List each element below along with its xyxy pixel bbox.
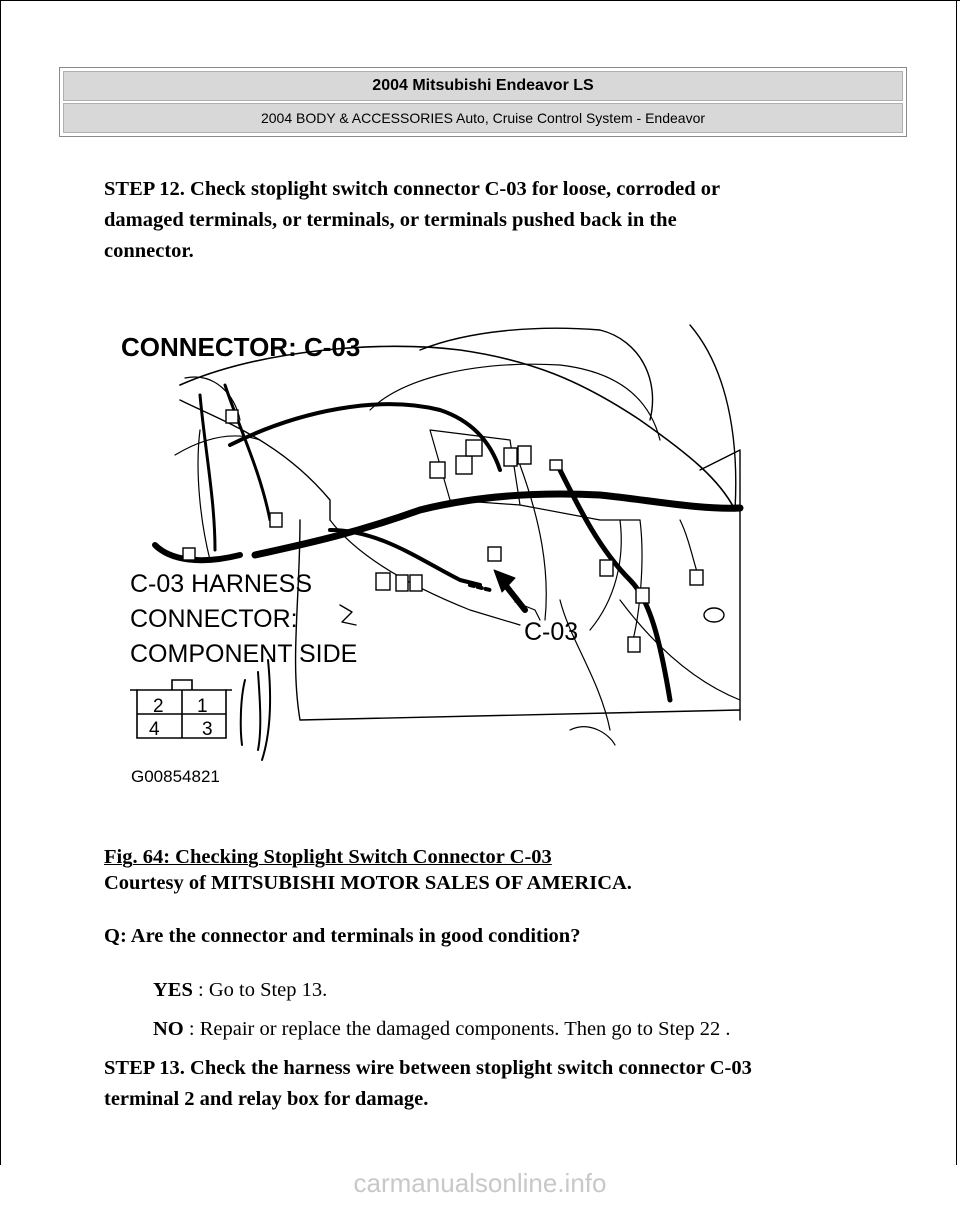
- question-text: Q: Are the connector and terminals in good condition?: [104, 925, 581, 947]
- page-frame-top: [0, 0, 960, 1]
- answer-no-text: : Repair or replace the damaged components. Then go to Step 22 .: [183, 1018, 731, 1040]
- page-frame-left: [0, 0, 1, 1165]
- label-harness-line1: C-03 HARNESS: [130, 570, 312, 598]
- header-subtitle: 2004 BODY & ACCESSORIES Auto, Cruise Control System - Endeavor: [63, 103, 903, 133]
- step12-line1: STEP 12. Check stoplight switch connector C-03 for loose, corroded or: [104, 178, 721, 200]
- step13-line1: STEP 13. Check the harness wire between stoplight switch connector C-03: [104, 1057, 752, 1079]
- answer-yes-text: : Go to Step 13.: [192, 979, 328, 1001]
- answer-yes: [153, 979, 327, 1002]
- label-connector-c03: CONNECTOR: C-03: [121, 332, 361, 362]
- pin-2: 2: [153, 696, 164, 717]
- step13-line2: terminal 2 and relay box for damage.: [104, 1088, 429, 1110]
- answer-no-label: NO: [153, 1018, 184, 1040]
- answer-yes-label: YES: [153, 979, 193, 1001]
- figure-courtesy: Courtesy of MITSUBISHI MOTOR SALES OF AMERICA.: [104, 872, 632, 894]
- answer-no: [153, 1018, 730, 1041]
- label-c03: C-03: [524, 618, 579, 646]
- header-title: 2004 Mitsubishi Endeavor LS: [63, 71, 903, 101]
- connector-diagram: [120, 290, 752, 812]
- watermark: carmanualsonline.info: [353, 1168, 607, 1198]
- step12-line3: connector.: [104, 240, 194, 262]
- label-harness-line3: COMPONENT SIDE: [130, 640, 358, 668]
- label-harness-line2: CONNECTOR:: [130, 605, 298, 633]
- pin-1: 1: [197, 696, 208, 717]
- figure-code: G00854821: [131, 767, 220, 786]
- page-frame-right: [956, 0, 957, 1165]
- document-header: [59, 67, 907, 137]
- pin-3: 3: [202, 719, 213, 740]
- step12-line2: damaged terminals, or terminals, or terminals pushed back in the: [104, 209, 677, 231]
- figure-caption-link[interactable]: Fig. 64: Checking Stoplight Switch Connector C-03: [104, 846, 552, 868]
- pin-4: 4: [149, 719, 160, 740]
